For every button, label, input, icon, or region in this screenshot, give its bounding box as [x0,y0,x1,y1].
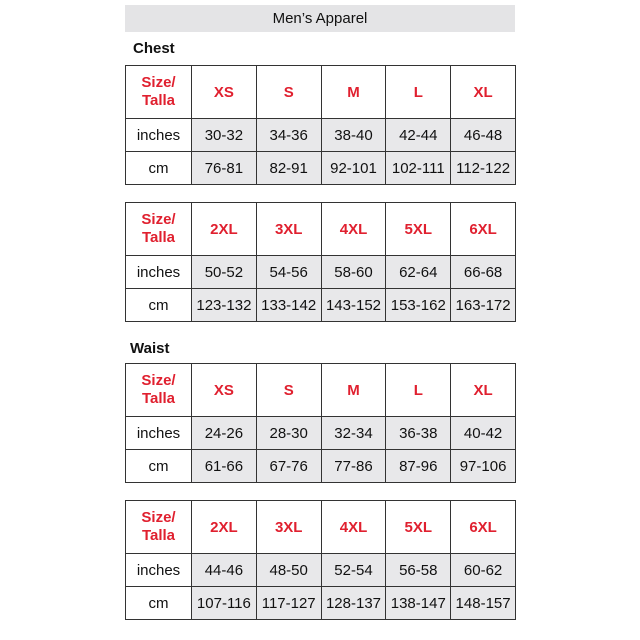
size-header-row [126,66,516,119]
value-cell: 24-26 [192,417,257,450]
value-cell: 46-48 [451,119,516,152]
size-header-cell: 5XL [386,203,451,256]
page-title: Men’s Apparel [125,5,515,32]
row-label-inches: inches [126,256,192,289]
cm-row [126,152,516,185]
row-label-cm: cm [126,587,192,620]
size-header-cell: 3XL [256,501,321,554]
size-header-cell: 3XL [256,203,321,256]
value-cell: 133-142 [256,289,321,322]
value-cell: 92-101 [321,152,386,185]
size-header-cell: M [321,364,386,417]
size-header-row [126,203,516,256]
row-label-inches: inches [126,417,192,450]
size-header-cell: 5XL [386,501,451,554]
value-cell: 60-62 [451,554,516,587]
section-label-chest: Chest [133,40,175,57]
size-talla-label: Size/ Talla [126,501,192,554]
value-cell: 38-40 [321,119,386,152]
section-label-waist: Waist [130,340,170,357]
value-cell: 40-42 [451,417,516,450]
cm-row [126,289,516,322]
size-talla-label: Size/ Talla [126,203,192,256]
value-cell: 148-157 [451,587,516,620]
size-talla-label: Size/ Talla [126,66,192,119]
size-header-cell: S [256,364,321,417]
value-cell: 28-30 [256,417,321,450]
size-header-row [126,501,516,554]
value-cell: 36-38 [386,417,451,450]
waist-size-table-1 [125,363,516,483]
chest-size-table-1 [125,65,516,185]
value-cell: 143-152 [321,289,386,322]
waist-size-table-2 [125,500,516,620]
inches-row [126,417,516,450]
size-header-row [126,364,516,417]
value-cell: 112-122 [451,152,516,185]
value-cell: 30-32 [192,119,257,152]
inches-row [126,554,516,587]
value-cell: 54-56 [256,256,321,289]
value-cell: 163-172 [451,289,516,322]
value-cell: 42-44 [386,119,451,152]
value-cell: 138-147 [386,587,451,620]
value-cell: 50-52 [192,256,257,289]
size-header-cell: 6XL [451,203,516,256]
size-header-cell: M [321,66,386,119]
row-label-inches: inches [126,554,192,587]
size-header-cell: XS [192,364,257,417]
size-header-cell: 4XL [321,203,386,256]
value-cell: 66-68 [451,256,516,289]
value-cell: 67-76 [256,450,321,483]
row-label-inches: inches [126,119,192,152]
value-cell: 97-106 [451,450,516,483]
size-header-cell: L [386,364,451,417]
size-header-cell: 2XL [192,501,257,554]
value-cell: 82-91 [256,152,321,185]
value-cell: 61-66 [192,450,257,483]
size-talla-label: Size/ Talla [126,364,192,417]
size-header-cell: XS [192,66,257,119]
value-cell: 32-34 [321,417,386,450]
value-cell: 117-127 [256,587,321,620]
size-header-cell: 2XL [192,203,257,256]
cm-row [126,450,516,483]
value-cell: 52-54 [321,554,386,587]
value-cell: 44-46 [192,554,257,587]
inches-row [126,256,516,289]
size-header-cell: 6XL [451,501,516,554]
size-header-cell: XL [451,364,516,417]
value-cell: 77-86 [321,450,386,483]
value-cell: 153-162 [386,289,451,322]
size-header-cell: L [386,66,451,119]
value-cell: 87-96 [386,450,451,483]
value-cell: 107-116 [192,587,257,620]
size-header-cell: 4XL [321,501,386,554]
value-cell: 56-58 [386,554,451,587]
size-header-cell: XL [451,66,516,119]
value-cell: 76-81 [192,152,257,185]
row-label-cm: cm [126,289,192,322]
value-cell: 102-111 [386,152,451,185]
size-header-cell: S [256,66,321,119]
value-cell: 123-132 [192,289,257,322]
value-cell: 58-60 [321,256,386,289]
value-cell: 62-64 [386,256,451,289]
value-cell: 34-36 [256,119,321,152]
cm-row [126,587,516,620]
chest-size-table-2 [125,202,516,322]
value-cell: 128-137 [321,587,386,620]
row-label-cm: cm [126,152,192,185]
row-label-cm: cm [126,450,192,483]
value-cell: 48-50 [256,554,321,587]
inches-row [126,119,516,152]
